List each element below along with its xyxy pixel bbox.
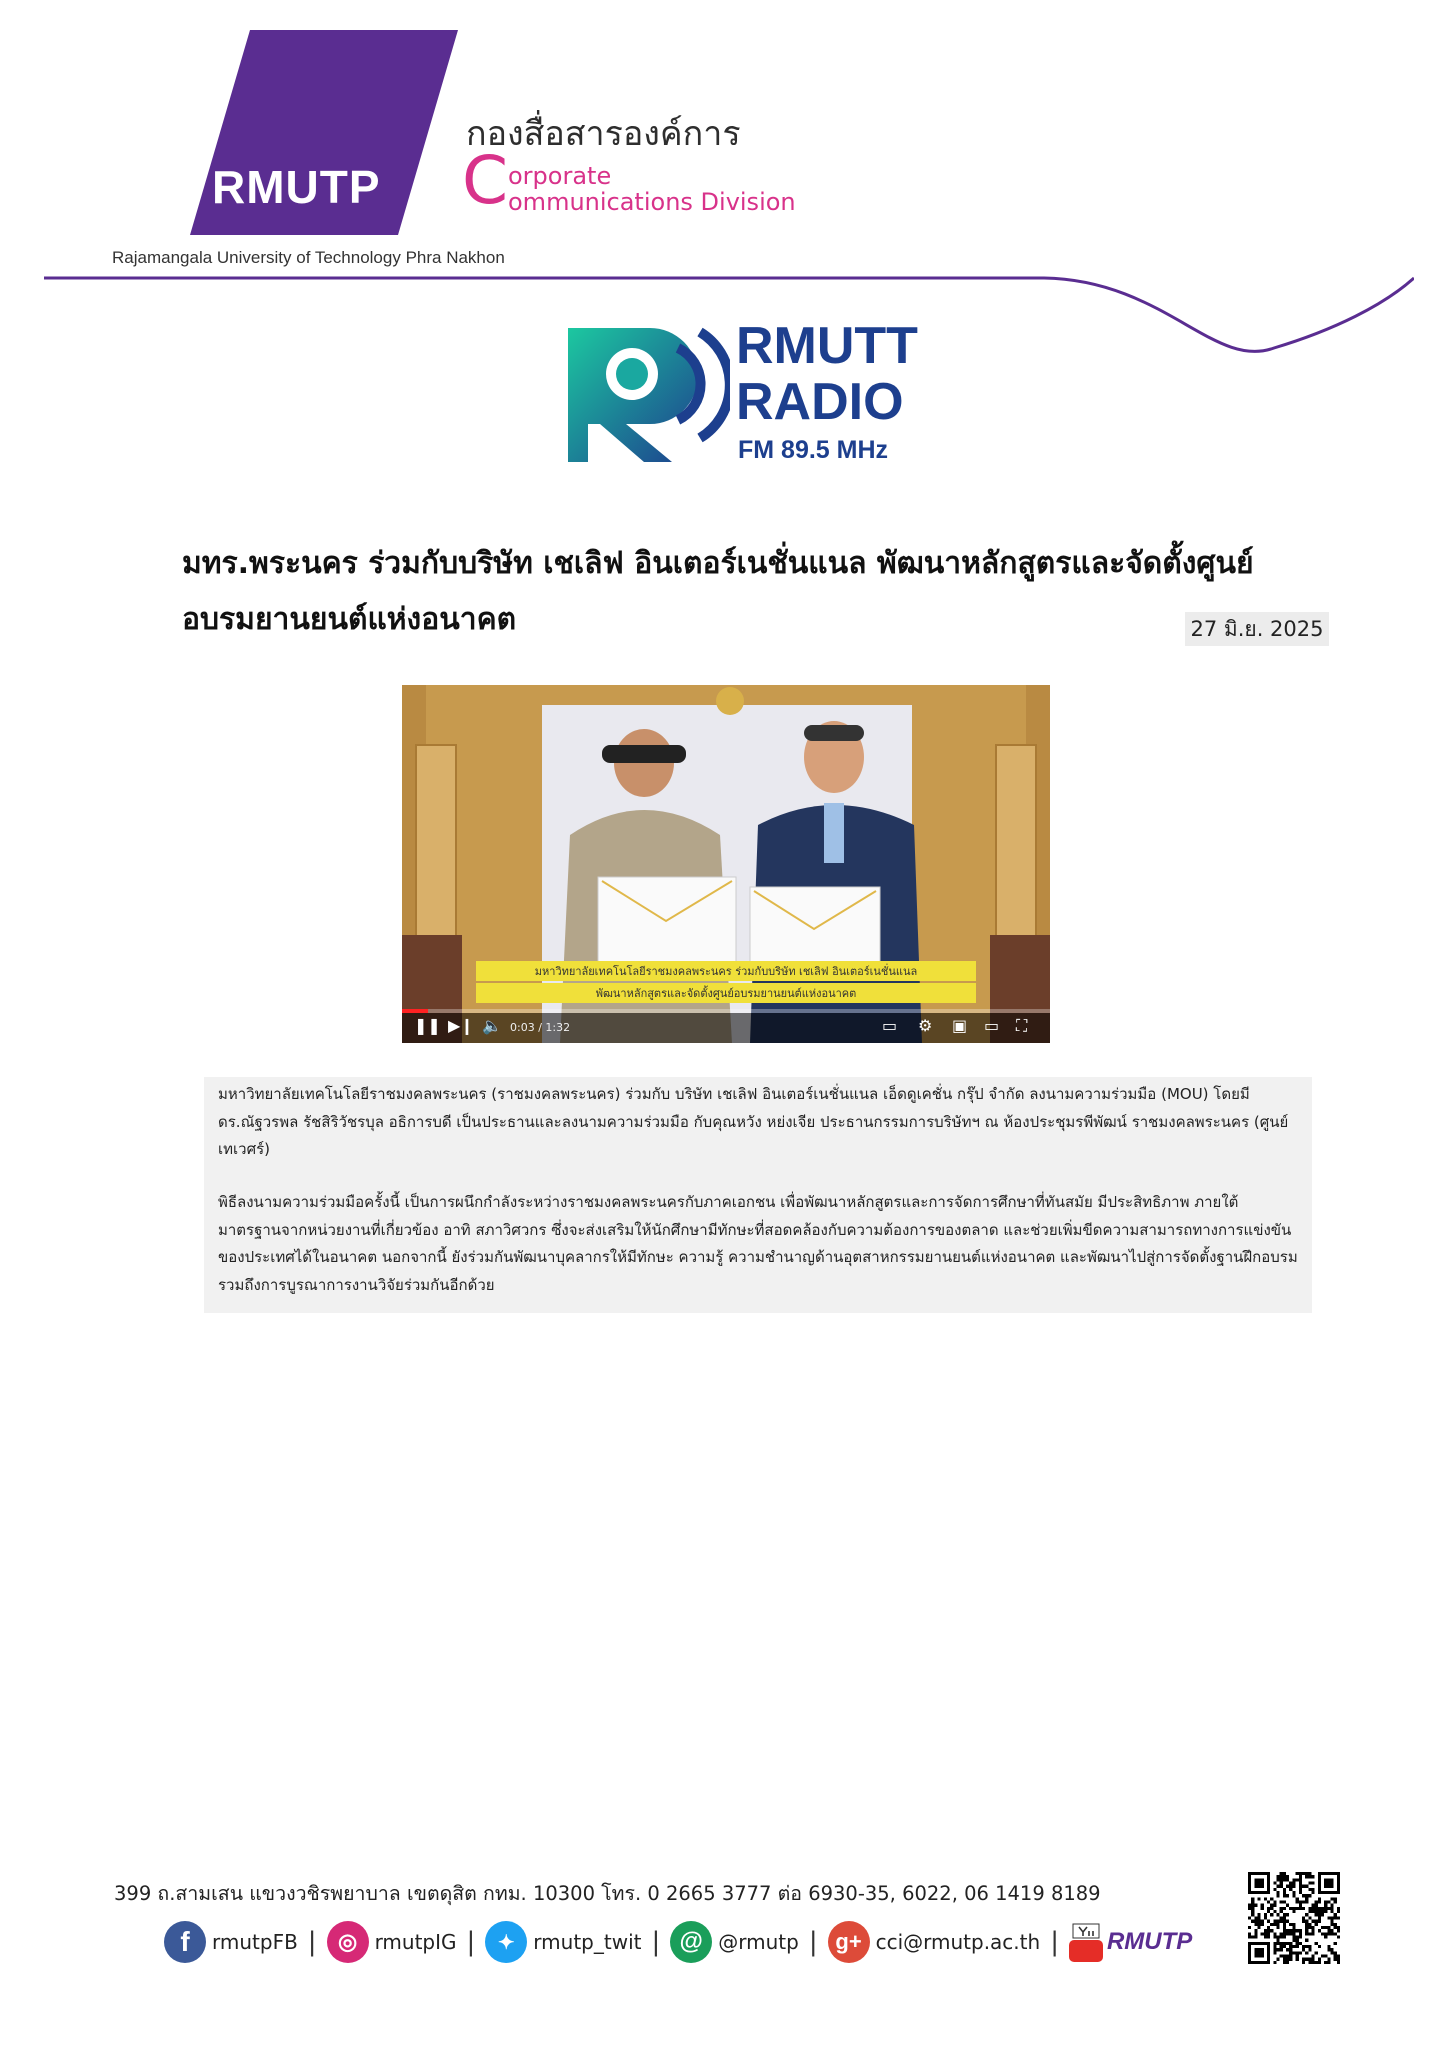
separator: |: [307, 1927, 317, 1957]
next-icon[interactable]: ▶❙: [448, 1016, 474, 1035]
qr-code[interactable]: [1248, 1872, 1340, 1964]
separator: |: [1050, 1927, 1059, 1957]
youtube-icon: [1069, 1922, 1103, 1962]
theater-mode-icon[interactable]: ▭: [984, 1016, 1000, 1035]
facebook-handle: rmutpFB: [212, 1930, 298, 1954]
volume-icon[interactable]: 🔈: [482, 1016, 502, 1035]
twitter-link[interactable]: [485, 1921, 641, 1963]
article-title: มทร.พระนคร ร่วมกับบริษัท เชเลิฟ อินเตอร์เนชั่นแนล พัฒนาหลักสูตรและจัดตั้งศูนย์อบรมยานยนต์แห่งอนาคต: [182, 546, 1254, 637]
line-link[interactable]: [670, 1921, 799, 1963]
twitter-handle: rmutp_twit: [533, 1930, 642, 1954]
separator: |: [808, 1927, 818, 1957]
article-body: [204, 1077, 1312, 1313]
university-name: Rajamangala University of Technology Phra Nakhon: [112, 248, 505, 267]
footer-address: 399 ถ.สามเสน แขวงวชิรพยาบาล เขตดุสิต กทม. 10300 โทร. 0 2665 3777 ต่อ 6930-35, 6022, 06 1419 8189: [114, 1882, 1101, 1905]
radio-frequency: FM 89.5 MHz: [738, 436, 889, 464]
instagram-icon: ◎: [327, 1921, 369, 1963]
separator: |: [466, 1927, 476, 1957]
article-paragraph-2: พิธีลงนามความร่วมมือครั้งนี้ เป็นการผนึกกำลังระหว่างราชมงคลพระนครกับภาคเอกชน เพื่อพัฒนาหลักสูตรและการจัดการศึกษาที่ทันสมัย มีประสิทธิภาพ ภายใต้มาตรฐานจากหน่วยงานที่เกี่ยวข้อง อาทิ สภาวิศวกร ซึ่งจะส่งเสริมให้นักศึกษามีทักษะที่สอดคล้องกับความต้องการของตลาด และช่วยเพิ่มขีดความสามารถทางการแข่งขันของประเทศได้ในอนาคต นอกจากนี้ ยังร่วมกันพัฒนาบุคลากรให้มีทักษะ ความรู้ ความชำนาญด้านอุตสาหกรรมยานยนต์แห่งอนาคต และพัฒนาไปสู่การจัดตั้งฐานฝึกอบรม รวมถึงการบูรณาการงานวิจัยร่วมกันอีกด้วย: [218, 1193, 1298, 1294]
twitter-bird-icon: ✦: [485, 1921, 527, 1963]
article-date: 27 มิ.ย. 2025: [1185, 612, 1329, 646]
instagram-link[interactable]: [327, 1921, 457, 1963]
video-caption: [476, 959, 976, 1003]
video-caption-line2: พัฒนาหลักสูตรและจัดตั้งศูนย์อบรมยานยนต์แห่งอนาคต: [476, 983, 976, 1003]
at-sign-icon: @: [670, 1921, 712, 1963]
rmutp-logo-text: RMUTP: [212, 161, 381, 213]
email-address: cci@rmutp.ac.th: [875, 1930, 1041, 1954]
radio-name-line2: RADIO: [736, 373, 904, 431]
footer-social-links: [164, 1918, 1192, 1966]
youtube-brand: RMUTP: [1106, 1928, 1193, 1955]
line-handle: @rmutp: [718, 1930, 799, 1954]
instagram-handle: rmutpIG: [374, 1930, 457, 1954]
miniplayer-icon[interactable]: ▣: [952, 1016, 968, 1035]
facebook-link[interactable]: [164, 1921, 298, 1963]
video-controls: [402, 1013, 1050, 1043]
radio-name-line1: RMUTT: [736, 317, 918, 375]
facebook-icon: f: [164, 1921, 206, 1963]
settings-gear-icon[interactable]: ⚙: [918, 1016, 933, 1035]
division-initial-letter: C: [462, 142, 509, 219]
video-time: 0:03 / 1:32: [510, 1021, 571, 1034]
division-name-en-line2: ommunications Division: [508, 188, 796, 216]
pause-icon[interactable]: ❚❚: [414, 1016, 441, 1035]
subtitles-icon[interactable]: ▭: [882, 1016, 898, 1035]
separator: |: [651, 1927, 661, 1957]
article-paragraph-1: มหาวิทยาลัยเทคโนโลยีราชมงคลพระนคร (ราชมงคลพระนคร) ร่วมกับ บริษัท เชเลิฟ อินเตอร์เนชั่นแนล เอ็ดดูเคชั่น กรุ๊ป จำกัด ลงนามความร่วมมือ (MOU) โดยมี ดร.ณัฐวรพล รัชสิริวัชรบุล อธิการบดี เป็นประธานและลงนามความร่วมมือ กับคุณหวัง หย่งเจีย ประธานกรรมการบริษัทฯ ณ ห้องประชุมรพีพัฒน์ ราชมงคลพระนคร (ศูนย์เทเวศร์): [218, 1085, 1289, 1158]
video-player[interactable]: [402, 685, 1050, 1043]
division-name-en-line1: orporate: [508, 162, 612, 190]
email-link[interactable]: [828, 1921, 1041, 1963]
youtube-link[interactable]: [1069, 1922, 1192, 1962]
division-name-thai: กองสื่อสารองค์การ: [466, 114, 741, 154]
google-plus-icon: g+: [828, 1921, 870, 1963]
fullscreen-icon[interactable]: ⛶: [1016, 1016, 1028, 1035]
video-caption-line1: มหาวิทยาลัยเทคโนโลยีราชมงคลพระนคร ร่วมกับบริษัท เชเลิฟ อินเตอร์เนชั่นแนล: [476, 961, 976, 981]
radio-logo-icon: [560, 322, 730, 464]
